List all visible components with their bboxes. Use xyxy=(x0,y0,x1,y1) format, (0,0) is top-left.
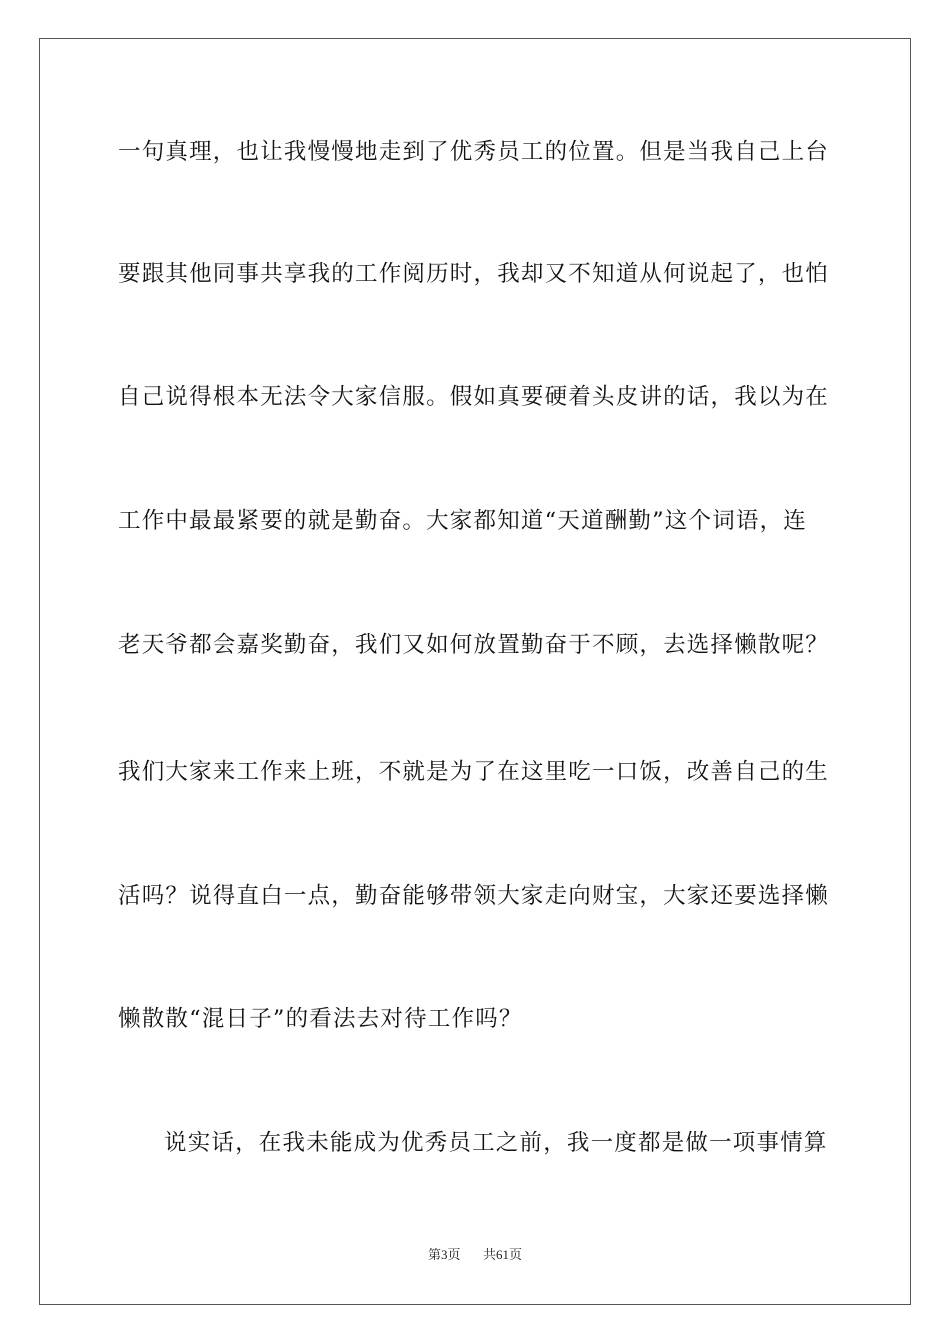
page-border xyxy=(39,38,911,1305)
body-text-line-5: 老天爷都会嘉奖勤奋，我们又如何放置勤奋于不顾，去选择懒散呢？ xyxy=(118,632,830,658)
body-text-line-8: 懒散散“混日子”的看法去对待工作吗？ xyxy=(118,1006,523,1032)
body-text-line-2: 要跟其他同事共享我的工作阅历时，我却又不知道从何说起了，也怕 xyxy=(118,261,830,287)
page-footer xyxy=(0,1246,950,1264)
body-text-line-3: 自己说得根本无法令大家信服。假如真要硬着头皮讲的话，我以为在 xyxy=(118,384,830,410)
page-total: 共61页 xyxy=(483,1247,523,1262)
body-text-line-7: 活吗？说得直白一点，勤奋能够带领大家走向财宝，大家还要选择懒 xyxy=(118,883,830,909)
body-text-line-1: 一句真理，也让我慢慢地走到了优秀员工的位置。但是当我自己上台 xyxy=(118,139,830,165)
body-text-line-4: 工作中最最紧要的就是勤奋。大家都知道“天道酬勤”这个词语，连 xyxy=(118,508,808,534)
body-text-line-9: 说实话，在我未能成为优秀员工之前，我一度都是做一项事情算 xyxy=(164,1130,828,1156)
body-text-line-6: 我们大家来工作来上班，不就是为了在这里吃一口饭，改善自己的生 xyxy=(118,759,830,785)
page-number: 第3页 xyxy=(427,1247,461,1262)
